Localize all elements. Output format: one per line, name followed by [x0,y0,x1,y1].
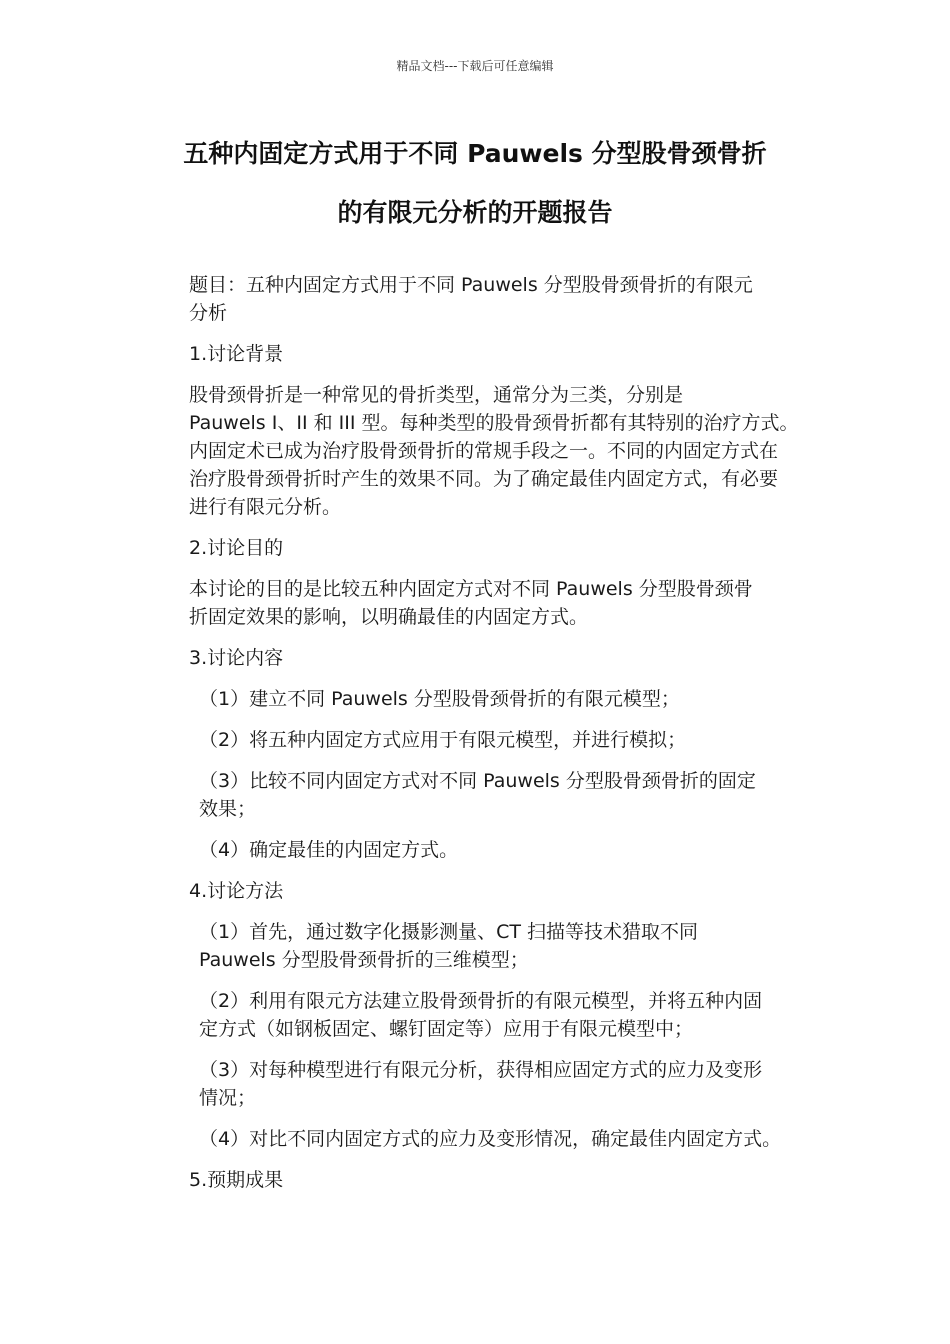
paragraph [144,271,806,327]
paragraph [144,1166,806,1194]
list-item [144,685,806,713]
text-line: 进行有限元分析。 [189,496,342,518]
paragraph [144,340,806,368]
text-line: 本讨论的目的是比较五种内固定方式对不同 Pauwels 分型股骨颈骨 [189,578,753,600]
list-item [144,726,806,754]
text-line: 分析 [189,302,228,324]
paragraph [144,534,806,562]
text-line: 情况； [199,1087,257,1109]
list-item [144,836,806,864]
list-item [144,918,806,974]
text-line: （3）比较不同内固定方式对不同 Pauwels 分型股骨颈骨折的固定 [199,770,756,792]
text-line: 题目：五种内固定方式用于不同 Pauwels 分型股骨颈骨折的有限元 [189,274,753,296]
text-line: Pauwels I、II 和 III 型。每种类型的股骨颈骨折都有其特别的治疗方式。 [189,412,799,434]
paragraph [144,877,806,905]
list-item [144,987,806,1043]
text-line: 3.讨论内容 [189,647,284,669]
list-item [144,1125,806,1153]
text-line: （1）建立不同 Pauwels 分型股骨颈骨折的有限元模型； [199,688,680,710]
text-line: （4）确定最佳的内固定方式。 [199,839,459,861]
document-title-line-1: 五种内固定方式用于不同 Pauwels 分型股骨颈骨折 [183,139,767,168]
text-line: 2.讨论目的 [189,537,284,559]
list-item [144,767,806,823]
document-title-line-2: 的有限元分析的开题报告 [337,198,613,227]
text-line: 股骨颈骨折是一种常见的骨折类型，通常分为三类，分别是 [189,384,684,406]
document-body [144,271,806,1207]
paragraph [144,575,806,631]
page-header: 精品文档---下载后可任意编辑 [396,59,554,73]
text-line: Pauwels 分型股骨颈骨折的三维模型； [199,949,529,971]
text-line: （2）将五种内固定方式应用于有限元模型，并进行模拟； [199,729,687,751]
paragraph [144,644,806,672]
text-line: 1.讨论背景 [189,343,284,365]
text-line: 定方式（如钢板固定、螺钉固定等）应用于有限元模型中； [199,1018,694,1040]
text-line: 5.预期成果 [189,1169,284,1191]
text-line: 内固定术已成为治疗股骨颈骨折的常规手段之一。不同的内固定方式在 [189,440,779,462]
list-item [144,1056,806,1112]
text-line: （2）利用有限元方法建立股骨颈骨折的有限元模型，并将五种内固 [199,990,763,1012]
text-line: 效果； [199,798,257,820]
text-line: （3）对每种模型进行有限元分析，获得相应固定方式的应力及变形 [199,1059,763,1081]
paragraph [144,381,806,521]
text-line: 治疗股骨颈骨折时产生的效果不同。为了确定最佳内固定方式，有必要 [189,468,779,490]
text-line: （4）对比不同内固定方式的应力及变形情况，确定最佳内固定方式。 [199,1128,782,1150]
text-line: 折固定效果的影响，以明确最佳的内固定方式。 [189,606,589,628]
text-line: （1）首先，通过数字化摄影测量、CT 扫描等技术猎取不同 [199,921,699,943]
text-line: 4.讨论方法 [189,880,284,902]
